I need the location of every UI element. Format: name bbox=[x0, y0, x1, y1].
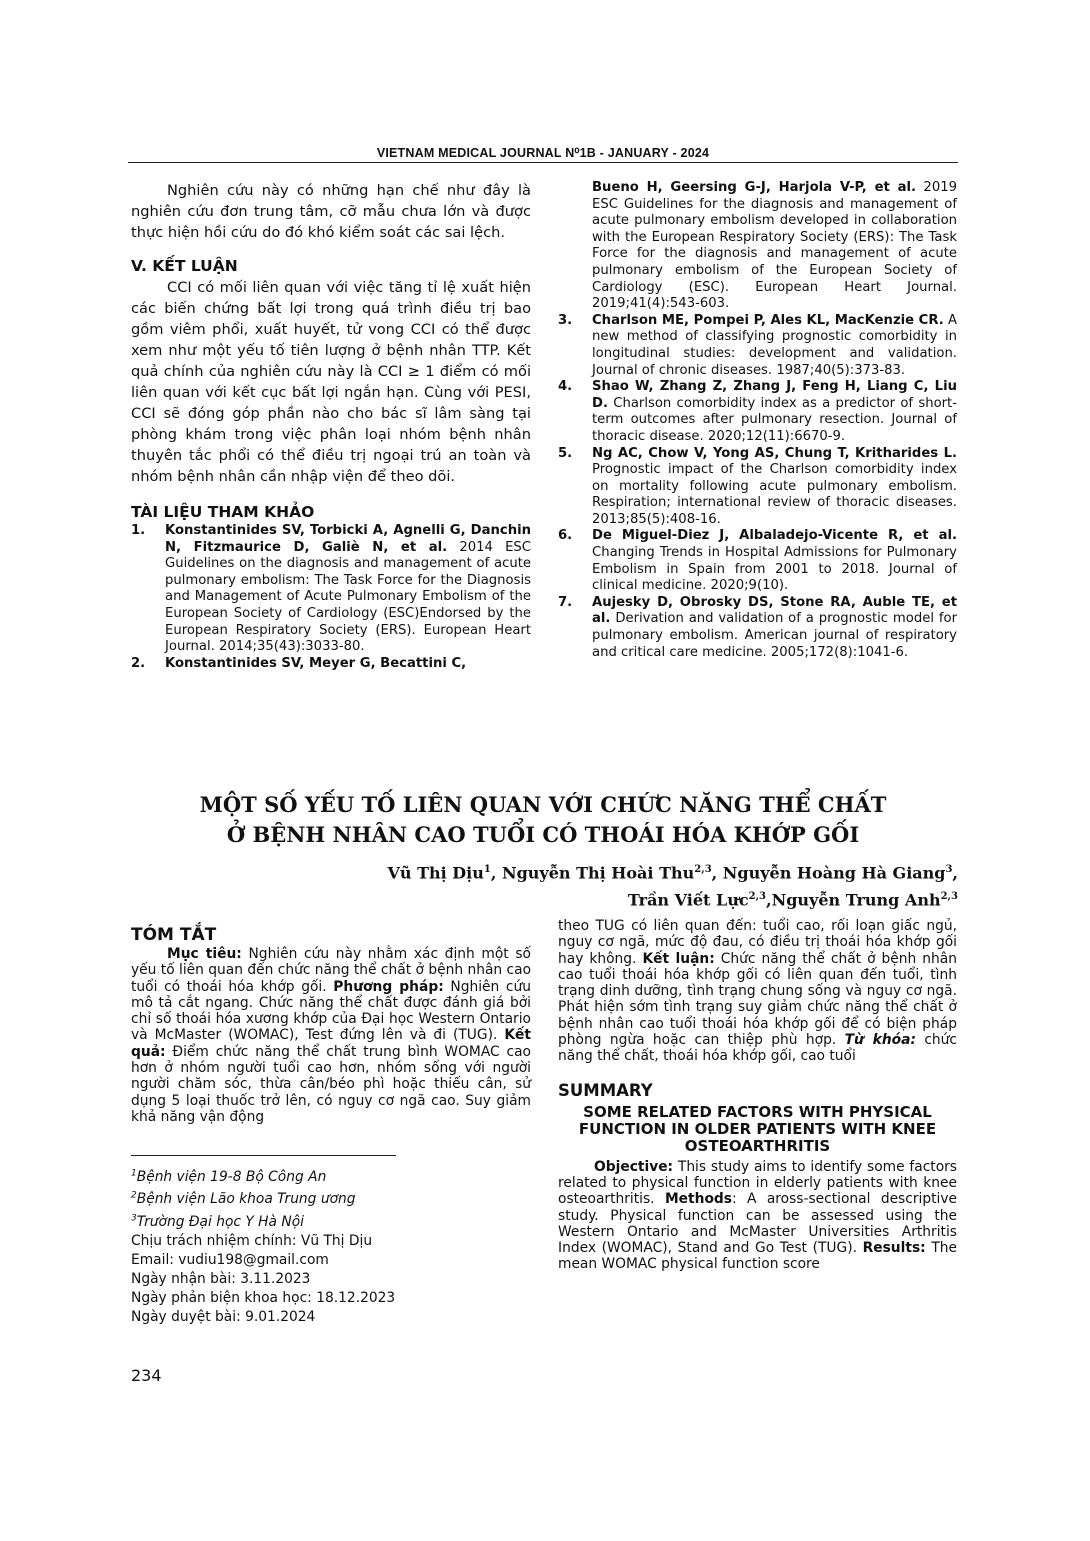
reference-authors: Shao W, Zhang Z, Zhang J, Feng H, Liang C, Liu D. bbox=[592, 379, 957, 411]
reference-authors: Aujesky D, Obrosky DS, Stone RA, Auble TE, et al. bbox=[592, 594, 957, 627]
reference-item bbox=[131, 656, 531, 673]
keywords-text: chức năng thể chất, thoái hóa khớp gối, cao tuổi bbox=[558, 1032, 958, 1065]
summary-results-label: Results: bbox=[862, 1240, 926, 1257]
author-affiliation: 2,3 bbox=[694, 864, 712, 875]
date-received: Ngày nhận bài: 3.11.2023 bbox=[131, 1271, 311, 1288]
conclusion-paragraph: CCI có mối liên quan với việc tăng tỉ lệ xuất hiện các biến chứng bất lợi trong quá trình điều trị bao gồm viêm phổi, xuất huyết, tử vong CCI có thể được xem như một yếu tố tiên lượng ở bệnh nhân TTP. Kết quả chính của nghiên cứu này là CCI ≥ 1 điểm có mối liên quan với kết cục bất lợi ngắn hạn. Cùng với PESI, CCI sẽ đóng góp phần nào cho bác sĩ lâm sàng tại phòng khám trong việc phân loại nhóm bệnh nhân thuyên tắc phổi có thể điều trị ngoại trú an toàn và nhóm bệnh nhân cần nhập viện để theo dõi. bbox=[131, 279, 531, 485]
reference-number: 3. bbox=[558, 312, 573, 328]
summary-paragraph bbox=[558, 1159, 957, 1273]
author-separator: , bbox=[952, 863, 958, 883]
author-affiliation: 2,3 bbox=[940, 891, 958, 903]
reference-list-left bbox=[131, 523, 531, 672]
footnote-rule bbox=[131, 1155, 396, 1156]
author-affiliation: 3 bbox=[945, 864, 953, 875]
results-label: Kết quả: bbox=[131, 1027, 531, 1060]
reference-number: 2. bbox=[131, 655, 146, 671]
reference-authors: Bueno H, Geersing G-J, Harjola V-P, et al. bbox=[592, 180, 917, 195]
author-separator: , bbox=[490, 863, 502, 883]
summary-objective-text: This study aims to identify some factors related to physical function in elderly patients with knee osteoarthritis. bbox=[558, 1158, 957, 1208]
references-heading: TÀI LIỆU THAM KHẢO bbox=[131, 503, 315, 521]
author-separator: , bbox=[766, 890, 772, 910]
reference-authors: Ng AC, Chow V, Yong AS, Chung T, Kritharides L. bbox=[592, 445, 957, 461]
objective-text: Nghiên cứu này nhằm xác định một số yếu tố liên quan đến chức năng thể chất ở bệnh nhân cao tuổi có thoái hóa khớp gối. bbox=[131, 946, 532, 995]
abstract-continued-text: theo TUG có liên quan đến: tuổi cao, rối loạn giấc ngủ, nguy cơ ngã, mức độ đau, có điều trị thoái hóa khớp gối hay không. bbox=[558, 918, 957, 967]
reference-authors: Konstantinides SV, Torbicki A, Agnelli G, Danchin N, Fitzmaurice D, Galiè N, et al. bbox=[165, 523, 531, 555]
article-title-line-2: Ở BỆNH NHÂN CAO TUỔI CÓ THOÁI HÓA KHỚP GỐI bbox=[226, 822, 860, 847]
summary-results-text: The mean WOMAC physical function score bbox=[558, 1240, 957, 1273]
reference-text: A new method of classifying prognostic comorbidity in longitudinal studies: development and validation. Journal of chronic diseases. 1987;40(5):373-83. bbox=[592, 312, 958, 378]
results-text: Điểm chức năng thể chất trung bình WOMAC cao hơn ở nhóm người tuổi cao hơn, nhóm sống với người người chăm sóc, thừa cân/béo phì hoặc thiếu cân, sử dụng 5 loại thuốc trở lên, có nguy cơ ngã cao. Suy giảm khả năng vận động bbox=[131, 1043, 531, 1125]
reference-authors: De Miguel-Diez J, Albaladejo-Vicente R, et al. bbox=[592, 528, 957, 544]
reference-item bbox=[558, 595, 957, 661]
conclusion-label: Kết luận: bbox=[642, 950, 715, 967]
conclusion-heading: V. KẾT LUẬN bbox=[131, 257, 238, 275]
reference-number: 7. bbox=[558, 594, 573, 610]
author-affiliation: 2,3 bbox=[748, 891, 767, 903]
page-number: 234 bbox=[131, 1366, 162, 1385]
author-name: Nguyễn Thị Hoài Thu bbox=[501, 863, 695, 883]
reference-text: 2014 ESC Guidelines on the diagnosis and management of acute pulmonary embolism: The Task Force for the Diagnosis and Management of Acute Pulmonary Embolism of the European Society of Cardiology (ESC)Endorsed by the European Respiratory Society (ERS). European Heart Journal. 2014;35(43):3033-80. bbox=[165, 539, 532, 655]
summary-methods-label: Methods bbox=[664, 1191, 733, 1208]
article-title bbox=[128, 790, 958, 850]
date-reviewed: Ngày phản biện khoa học: 18.12.2023 bbox=[131, 1290, 396, 1307]
left-column-top bbox=[131, 180, 531, 672]
reference-item bbox=[558, 528, 957, 594]
author-name: Vũ Thị Dịu bbox=[387, 863, 484, 883]
journal-header: VIETNAM MEDICAL JOURNAL N⁰1B - JANUARY - 2024 bbox=[376, 146, 710, 160]
reference-text: 2019 ESC Guidelines for the diagnosis and management of acute pulmonary embolism developed in collaboration with the European Respiratory Society (ERS): The Task Force for the diagnosis and management of acute pulmonary embolism of the European Society of Cardiology (ESC). European Heart Journal. 2019;41(4):543-603. bbox=[592, 180, 957, 312]
reference-number: 6. bbox=[558, 528, 573, 544]
author-name: Nguyễn Hoàng Hà Giang bbox=[722, 863, 946, 883]
author-list bbox=[318, 858, 958, 913]
author-name: Trần Viết Lực bbox=[627, 890, 749, 910]
abstract-continued bbox=[558, 918, 957, 1065]
affiliation-3: $^3$Trường Đại học Y Hà Nội bbox=[131, 1213, 304, 1231]
conclusion-text: Chức năng thể chất ở bệnh nhân cao tuổi thoái hóa khớp gối có liên quan đến tuổi, tình trạng dinh dưỡng, tình trạng chung sống và nguy cơ ngã. Phát hiện sớm tình trạng suy giảm chức năng thể chất ở bệnh nhân cao tuổi thoái hóa khớp gối để có biện pháp phòng ngừa hoặc can thiệp phù hợp. bbox=[558, 950, 957, 1049]
reference-list-right bbox=[558, 180, 957, 661]
reference-number: 1. bbox=[131, 523, 146, 538]
limitation-paragraph: Nghiên cứu này có những hạn chế như đây là nghiên cứu đơn trung tâm, cỡ mẫu chưa lớn và được thực hiện hồi cứu do đó khó kiểm soát các sai lệch. bbox=[131, 182, 531, 241]
reference-item bbox=[131, 523, 531, 656]
header-rule bbox=[128, 162, 958, 163]
reference-authors: Charlson ME, Pompei P, Ales KL, MacKenzie CR. bbox=[592, 312, 944, 328]
left-column-bottom bbox=[131, 925, 531, 1327]
reference-text: Changing Trends in Hospital Admissions for Pulmonary Embolism in Spain from 2001 to 2018. Journal of clinical medicine. 2020;9(10). bbox=[592, 545, 957, 594]
abstract-heading: TÓM TẮT bbox=[131, 925, 217, 945]
summary-methods-text: : A aross-sectional descriptive study. Physical function can be assessed using the Western Ontario and McMaster Universities Arthritis Index (WOMAC), Stand and Go Test (TUG). bbox=[558, 1191, 957, 1257]
keywords-label: Từ khóa: bbox=[844, 1032, 916, 1049]
reference-text: Derivation and validation of a prognostic model for pulmonary embolism. American journal of respiratory and critical care medicine. 2005;172(8):1041-6. bbox=[592, 611, 957, 660]
author-affiliation: 1 bbox=[483, 864, 491, 875]
methods-label: Phương pháp: bbox=[333, 978, 444, 995]
affiliation-2: $^2$Bệnh viện Lão khoa Trung ương bbox=[131, 1190, 356, 1208]
reference-text: Prognostic impact of the Charlson comorbidity index on mortality following acute pulmonary embolism. Respiration; international review of thoracic diseases. 2013;85(5):408-16. bbox=[592, 462, 957, 527]
author-name: Nguyễn Trung Anh bbox=[771, 890, 941, 910]
summary-heading: SUMMARY bbox=[558, 1080, 653, 1100]
article-title-line-1: MỘT SỐ YẾU TỐ LIÊN QUAN VỚI CHỨC NĂNG THỂ CHẤT bbox=[199, 792, 887, 817]
right-column-top bbox=[558, 180, 957, 661]
reference-item bbox=[558, 313, 957, 379]
reference-text: Charlson comorbidity index as a predictor of short-term outcomes after pulmonary resection. Journal of thoracic disease. 2020;12(11):6670-9. bbox=[592, 395, 957, 444]
objective-label: Mục tiêu: bbox=[167, 946, 242, 962]
email: Email: vudiu198@gmail.com bbox=[131, 1252, 329, 1269]
abstract-paragraph bbox=[131, 946, 531, 1125]
reference-item bbox=[558, 446, 957, 529]
date-accepted: Ngày duyệt bài: 9.01.2024 bbox=[131, 1309, 316, 1326]
reference-authors: Konstantinides SV, Meyer G, Becattini C, bbox=[165, 655, 467, 671]
reference-item-continued bbox=[558, 180, 957, 313]
summary-title: SOME RELATED FACTORS WITH PHYSICAL FUNCTION IN OLDER PATIENTS WITH KNEE OSTEOARTHRITIS bbox=[578, 1102, 937, 1155]
right-column-bottom bbox=[558, 918, 957, 1273]
reference-item bbox=[558, 379, 957, 445]
author-separator: , bbox=[711, 863, 723, 883]
methods-text: Nghiên cứu mô tả cắt ngang. Chức năng thể chất được đánh giá bởi chỉ số thoái hóa xương khớp của Đại học Western Ontario và McMaster (WOMAC), Test đứng lên và đi (TUG). bbox=[131, 978, 532, 1044]
affiliation-1: $^1$Bệnh viện 19-8 Bộ Công An bbox=[131, 1168, 327, 1185]
reference-number: 4. bbox=[558, 379, 573, 395]
reference-number: 5. bbox=[558, 445, 573, 461]
summary-objective-label: Objective: bbox=[594, 1158, 674, 1175]
corresponding-author: Chịu trách nhiệm chính: Vũ Thị Dịu bbox=[131, 1233, 373, 1250]
